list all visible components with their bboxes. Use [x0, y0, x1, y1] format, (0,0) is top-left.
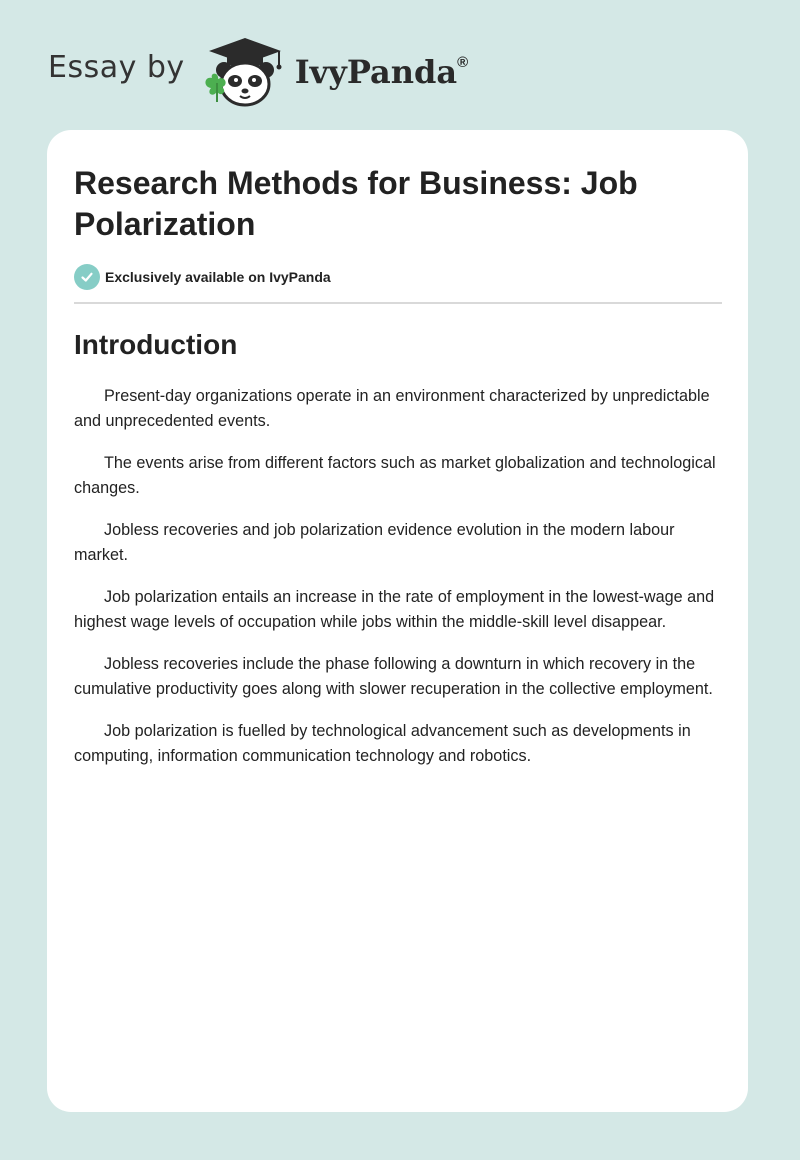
paragraph: Jobless recoveries include the phase following a downturn in which recovery in the cumulative productivity goes along with slower recuperation in the collective employment.	[74, 655, 713, 698]
essay-body	[74, 384, 722, 769]
exclusive-badge	[74, 263, 722, 291]
paragraph: Present-day organizations operate in an environment characterized by unpredictable and unprecedented events.	[74, 387, 710, 430]
section-heading: Introduction	[74, 329, 238, 360]
panda-logo-icon[interactable]	[199, 34, 291, 108]
essay-by-label: Essay by	[48, 49, 185, 85]
badge-label: Exclusively available on IvyPanda	[105, 269, 331, 285]
site-header	[48, 34, 468, 108]
paragraph: Job polarization is fuelled by technological advancement such as developments in computing, information communication technology and robotics.	[74, 722, 691, 765]
registered-mark: ®	[457, 54, 469, 71]
essay-card	[47, 130, 748, 1112]
paragraph: The events arise from different factors such as market globalization and technological changes.	[74, 454, 716, 497]
essay-title: Research Methods for Business: Job Polarization	[74, 165, 638, 242]
paragraph: Job polarization entails an increase in the rate of employment in the lowest-wage and highest wage levels of occupation while jobs within the middle-skill level disappear.	[74, 588, 715, 631]
divider	[74, 302, 722, 304]
paragraph: Jobless recoveries and job polarization evidence evolution in the modern labour market.	[74, 521, 675, 564]
brand-name: IvyPanda	[294, 53, 458, 91]
brand-wordmark[interactable]	[295, 53, 469, 91]
check-circle-icon	[74, 264, 100, 290]
